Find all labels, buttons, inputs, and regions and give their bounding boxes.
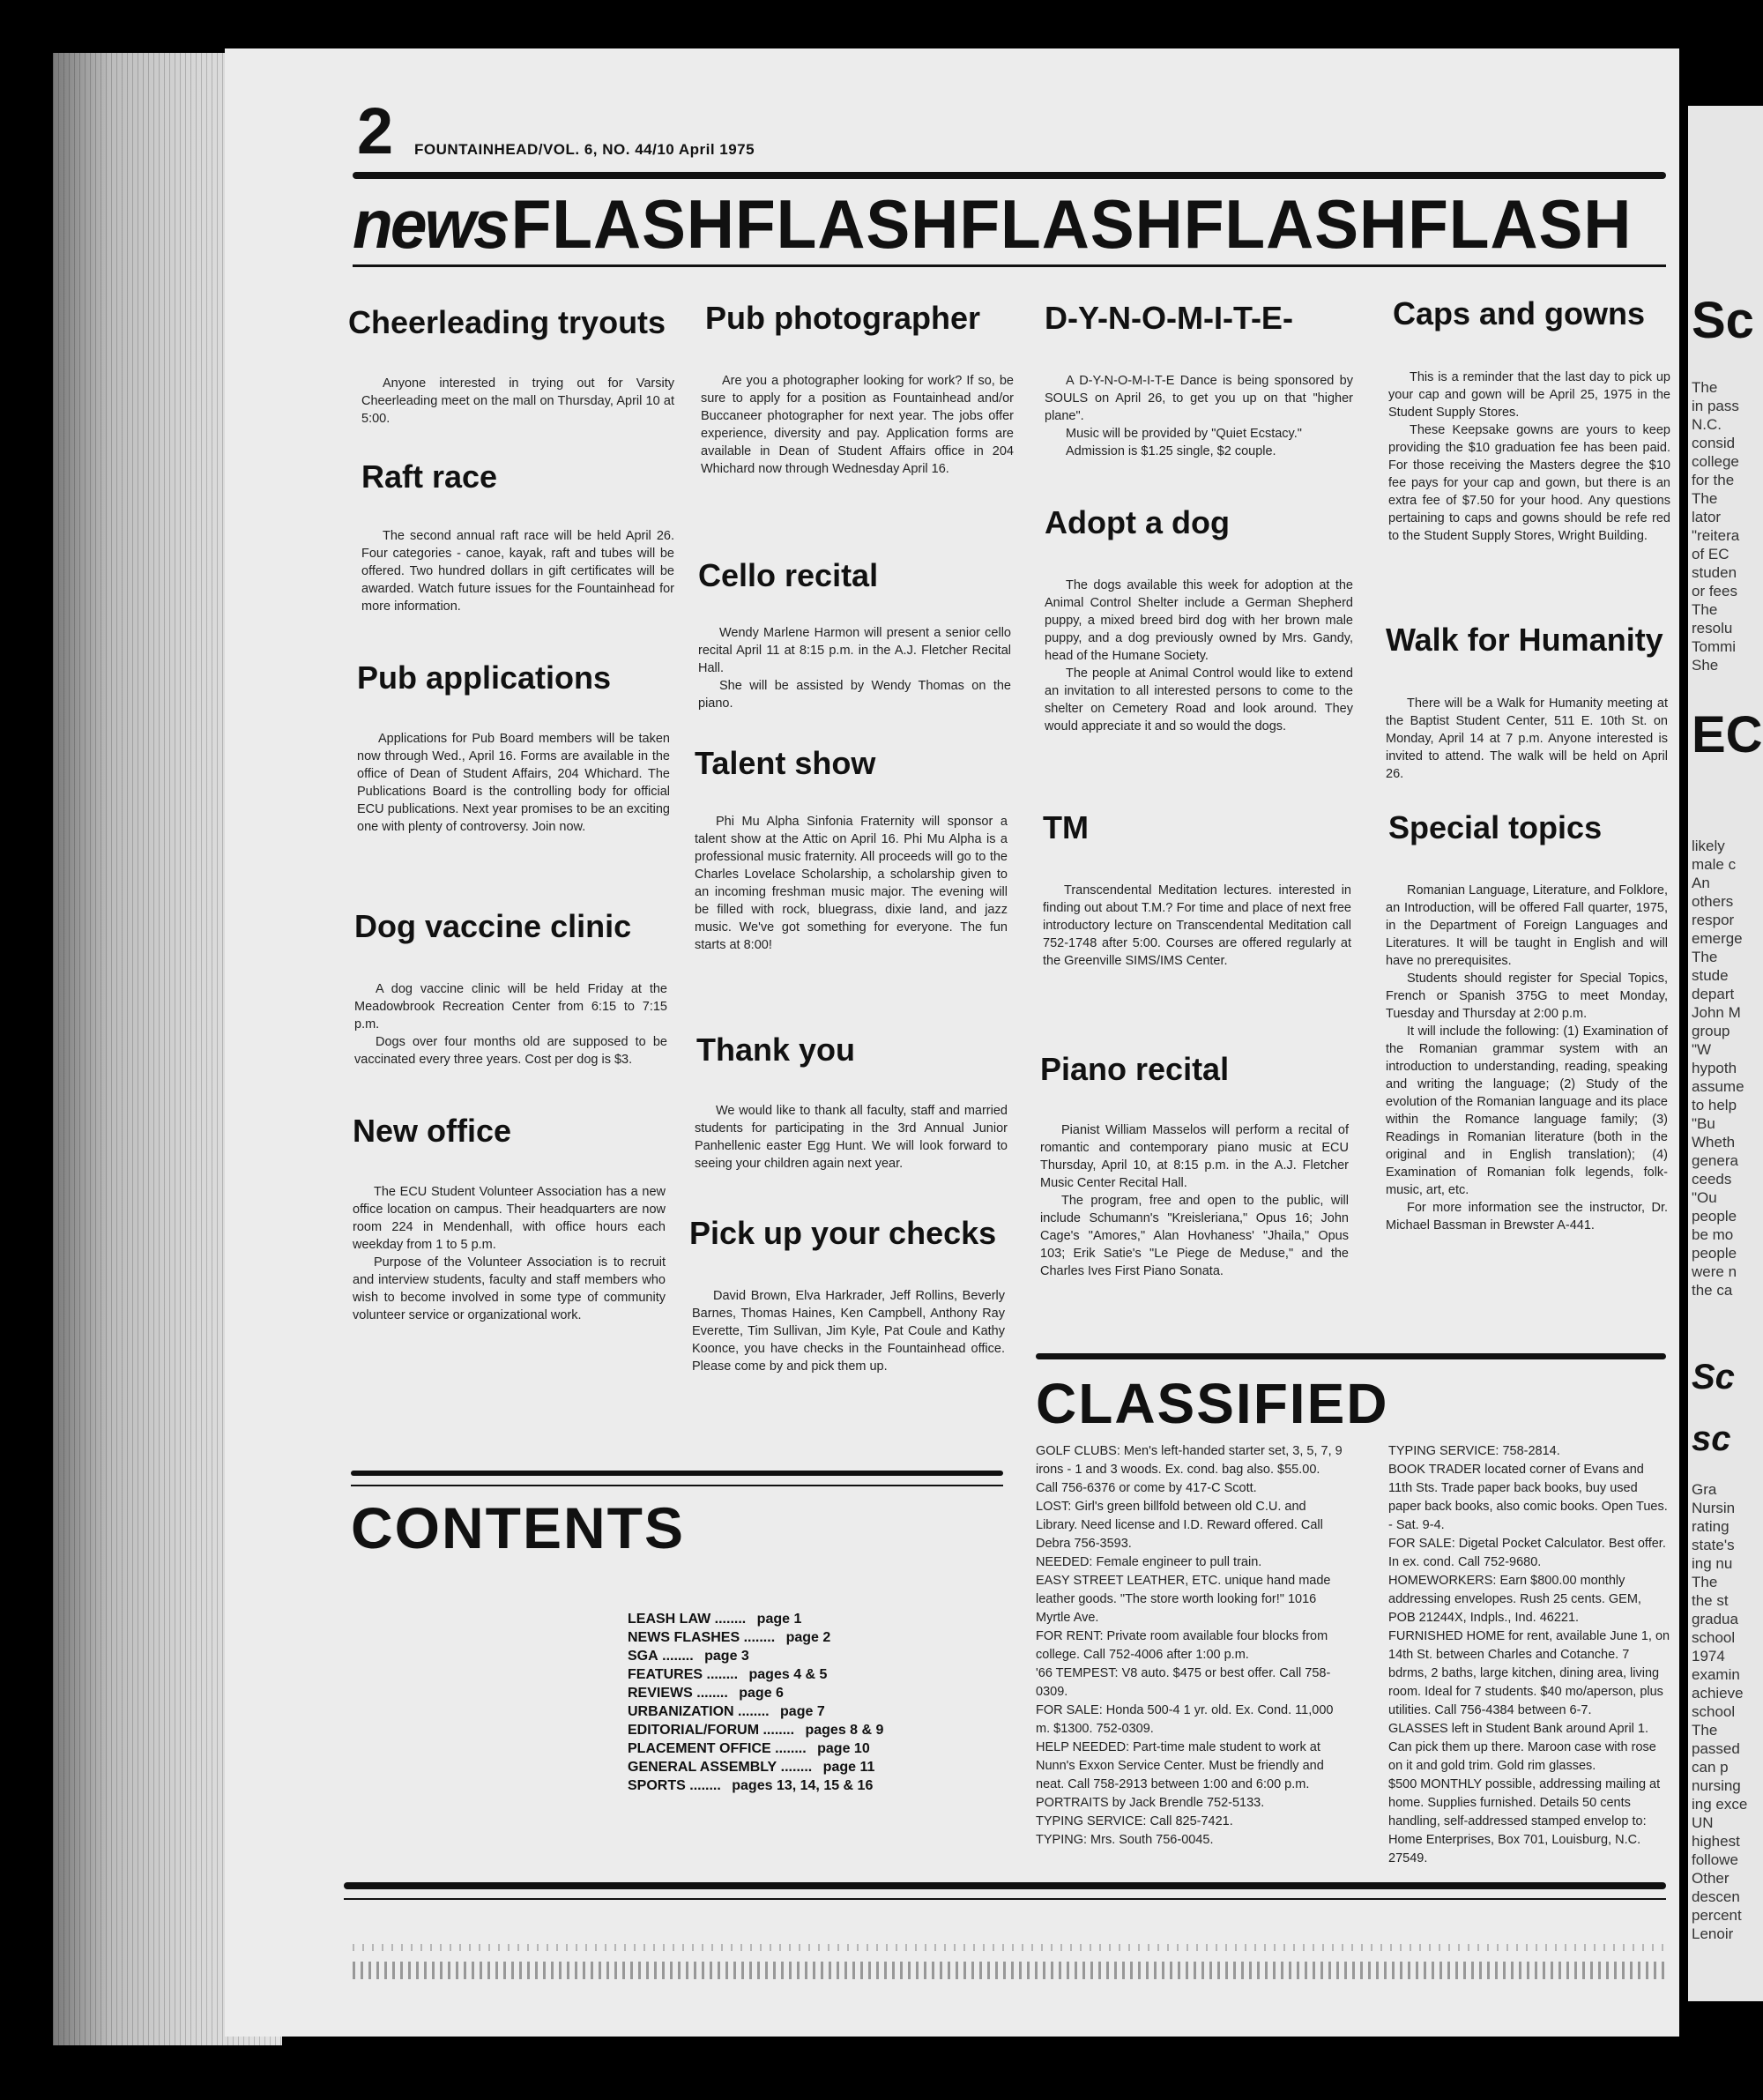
headline-talent-show: Talent show: [695, 745, 876, 781]
headline-piano-recital: Piano recital: [1040, 1051, 1230, 1087]
classified-ad: TYPING SERVICE: Call 825-7421.: [1036, 1814, 1233, 1828]
next-page-line: The: [1692, 1574, 1718, 1590]
next-page-line: ing nu: [1692, 1555, 1733, 1572]
headline-adopt-a-dog: Adopt a dog: [1045, 504, 1230, 540]
story-caps-gowns: This is a reminder that the last day to pick up your cap and gown will be April 25, 1975 in the Student Supply Stores. These Keepsake gowns are yours to keep providing the $10 graduation fee has been paid. For those receiving the Masters degree the $10 fee pays for your cap and gown, but there is an extra fee of $7.50 for your hood. Any questions pertaining to caps and gowns should be refe red to the Student Supply Stores, Wright Building.: [1388, 370, 1670, 543]
next-page-line: were n: [1692, 1263, 1737, 1280]
next-page-line: She: [1692, 657, 1719, 674]
next-page-heading-4: sc: [1692, 1419, 1731, 1458]
contents-page: pages 13, 14, 15 & 16: [732, 1778, 874, 1793]
contents-item: [628, 1739, 945, 1758]
headline-caps-gowns: Caps and gowns: [1393, 295, 1646, 331]
headline-walk-for-humanity: Walk for Humanity: [1386, 622, 1663, 658]
contents-leader: ........: [685, 1778, 725, 1793]
next-page-line: "reitera: [1692, 527, 1740, 544]
next-page-line: gradua: [1692, 1611, 1738, 1627]
next-page-line: 1974: [1692, 1648, 1725, 1664]
running-head: FOUNTAINHEAD/VOL. 6, NO. 44/10 April 1975: [414, 141, 755, 158]
story-thank-you: We would like to thank all faculty, staff and married students for participating in the 3rd Annual Junior Panhellenic easter Egg Hunt. We will look forward to seeing your children again next year.: [695, 1104, 1008, 1171]
classified-ad: FOR SALE: Digetal Pocket Calculator. Best offer. In ex. cond. Call 752-9680.: [1388, 1537, 1666, 1569]
contents-item: [628, 1647, 945, 1665]
next-page-line: depart: [1692, 986, 1735, 1002]
next-page-line: likely: [1692, 838, 1725, 854]
contents-page: page 10: [817, 1741, 870, 1756]
contents-leader: ........: [710, 1612, 750, 1627]
contents-rule-top: [351, 1471, 1003, 1476]
contents-page: pages 8 & 9: [805, 1723, 884, 1738]
contents-section: NEWS FLASHES: [628, 1630, 740, 1645]
next-page-line: consid: [1692, 435, 1736, 451]
next-page-line: achieve: [1692, 1685, 1744, 1702]
contents-item: [628, 1776, 945, 1795]
story-new-office: The ECU Student Volunteer Association has a new office location on campus. Their headquarters are now room 224 in Mendenhall, with office hours each weekday from 1 to 5 p.m. Purpose of the Volunteer Association is to recruit and interview students, faculty and staff members who wish to become involved in some type of community volunteer service or organizational work.: [353, 1185, 666, 1322]
next-page-line: ceeds: [1692, 1171, 1732, 1188]
next-page-line: can p: [1692, 1759, 1729, 1776]
story-pub-photographer: Are you a photographer looking for work? If so, be sure to apply for a position as Fountainhead and/or Buccaneer photographer for next year. The jobs offer experience, diversity and pay. Application forms are available in Dean of Student Affairs office in 204 Whichard now through Wednesday April 16.: [701, 374, 1014, 476]
classified-ad: $500 MONTHLY possible, addressing mailing at home. Supplies furnished. Details 50 cents handling, self-addressed stamped envelop to: Home Enterprises, Box 701, Louisburg, N.C. 27549.: [1388, 1777, 1661, 1865]
classified-ad: '66 TEMPEST: V8 auto. $475 or best offer. Call 758-0309.: [1036, 1666, 1331, 1699]
headline-pub-photographer: Pub photographer: [705, 300, 980, 336]
contents-leader: ........: [740, 1630, 779, 1645]
contents-page: page 2: [785, 1630, 831, 1645]
contents-leader: ........: [658, 1649, 698, 1664]
next-page-line: Other: [1692, 1870, 1730, 1887]
contents-item: [628, 1610, 945, 1628]
classified-ad: FOR SALE: Honda 500-4 1 yr. old. Ex. Cond. 11,000 m. $1300. 752-0309.: [1036, 1703, 1334, 1736]
story-special-topics: Romanian Language, Literature, and Folklore, an Introduction, will be offered Fall quarter, 1975, in the Department of Foreign Languages and Literatures. It will be taught in English and will have no prerequisites. Students should register for Special Topics, French or Spanish 375G to meet Monday, Tuesday and Thursday at 2:00 p.m. It will include the following: (1) Examination of the Romanian grammar system with an introduction to understanding, reading, speaking and writing the language; (2) Study of the evolution of the Romanian language and its place within the Romance language family; (3) Readings in Romanian literature (both in the original and in English translation); (4) Examination of Romanian folk legends, folk-music, art, etc. For more information see the instructor, Dr. Michael Bassman in Brewster A-441.: [1386, 883, 1668, 1232]
next-page-line: Gra: [1692, 1481, 1717, 1498]
next-page-line: emerge: [1692, 930, 1743, 947]
next-page-line: percent: [1692, 1907, 1742, 1924]
contents-section: URBANIZATION: [628, 1704, 734, 1719]
contents-rule-top-thin: [351, 1485, 1003, 1486]
next-page-line: highest: [1692, 1833, 1740, 1850]
headline-cheerleading: Cheerleading tryouts: [348, 304, 666, 340]
contents-leader: ........: [770, 1741, 811, 1756]
next-page-line: "W: [1692, 1041, 1712, 1058]
contents-section: SPORTS: [628, 1778, 686, 1793]
contents-item: [628, 1702, 945, 1721]
next-page-line: to help: [1692, 1097, 1737, 1113]
contents-item: [628, 1721, 945, 1739]
story-raft-race: The second annual raft race will be held April 26. Four categories - canoe, kayak, raft and tubes will be offered. Two hundred dollars in gift certificates will be awarded. Watch future issues for the Fountainhead for more information.: [361, 529, 674, 614]
banner-flash: FLASHFLASHFLASHFLASHFLASH: [510, 185, 1633, 263]
page-number: 2: [357, 94, 394, 168]
classified-ad: GOLF CLUBS: Men's left-handed starter set, 3, 5, 7, 9 irons - 1 and 3 woods. Ex. cond. bag also. $55.00. Call 756-6376 or come by 417-C Scott.: [1036, 1444, 1343, 1495]
next-page-line: The: [1692, 601, 1718, 618]
next-page-line: or fees: [1692, 583, 1737, 599]
banner-rule: [353, 264, 1666, 267]
next-page-line: hypoth: [1692, 1060, 1737, 1076]
next-page-line: lator: [1692, 509, 1722, 525]
headline-cello-recital: Cello recital: [698, 557, 879, 593]
story-adopt-a-dog: The dogs available this week for adoption at the Animal Control Shelter include a German Shepherd puppy, a mixed breed bird dog with her brown male puppy, and a dog previously owned by Mrs. Gandy, head of the Humane Society. The people at Animal Control would like to extend an invitation to all interested persons to come to the shelter on Cemetery Road and look around. They would appreciate it and so would the dogs.: [1045, 578, 1353, 734]
story-dog-vaccine: A dog vaccine clinic will be held Friday at the Meadowbrook Recreation Center from 6:15 to 7:15 p.m. Dogs over four months old are supposed to be vaccinated every three years. Cost per dog is $3.: [354, 982, 667, 1067]
footer-dots-upper: [353, 1944, 1666, 1951]
contents-page: page 11: [822, 1760, 875, 1775]
classified-rule: [1036, 1353, 1666, 1359]
contents-item: [628, 1665, 945, 1684]
headline-special-topics: Special topics: [1388, 809, 1603, 845]
contents-section: EDITORIAL/FORUM: [628, 1723, 760, 1738]
contents-page: pages 4 & 5: [748, 1667, 828, 1682]
classified-heading: CLASSIFIED: [1036, 1372, 1389, 1435]
next-page-edge: [1688, 106, 1763, 2001]
contents-item: [628, 1684, 945, 1702]
story-tm: Transcendental Meditation lectures. interested in finding out about T.M.? For time and place of next free introductory lecture on Transcendental Meditation call 752-1748 after 5:00. Courses are offered regularly at the Greenville SIMS/IMS Center.: [1043, 883, 1351, 968]
next-page-line: Tommi: [1692, 638, 1737, 655]
contents-leader: ........: [759, 1723, 799, 1738]
next-page-line: The: [1692, 490, 1718, 507]
contents-section: GENERAL ASSEMBLY: [628, 1760, 777, 1775]
contents-section: FEATURES: [628, 1667, 703, 1682]
next-page-line: ing exce: [1692, 1796, 1748, 1813]
contents-page: page 7: [780, 1704, 825, 1719]
next-page-line: An: [1692, 875, 1710, 891]
footer-dots: [353, 1962, 1666, 1979]
contents-heading: CONTENTS: [351, 1495, 685, 1560]
classified-ad: FURNISHED HOME for rent, available June 1, on 14th St. between Charles and Cotanche. 7 bdrms, 2 baths, large kitchen, dining area, living room. Ideal for 7 students. $40 mo/aperson, plus utilities. Call 756-4384 between 6-7.: [1388, 1629, 1670, 1717]
footer-rule-thin: [344, 1898, 1666, 1900]
next-page-line: "Ou: [1692, 1189, 1717, 1206]
classified-ad: NEEDED: Female engineer to pull train.: [1036, 1555, 1262, 1569]
next-page-line: the ca: [1692, 1282, 1733, 1299]
next-page-line: nursing: [1692, 1777, 1741, 1794]
next-page-line: people: [1692, 1245, 1737, 1262]
next-page-line: examin: [1692, 1666, 1740, 1683]
next-page-line: Wheth: [1692, 1134, 1736, 1151]
classified-ad: FOR RENT: Private room available four blocks from college. Call 752-4006 after 1:00 p.m.: [1036, 1629, 1328, 1662]
banner-news: news: [353, 185, 508, 263]
story-pub-applications: Applications for Pub Board members will be taken now through Wed., April 16. Forms are available in the office of Dean of Student Affairs, 204 Whichard. The Publications Board is the controlling body for official ECU publications. Next year promises to be an exciting one with plenty of controversy. Join now.: [357, 732, 670, 834]
classified-ad: LOST: Girl's green billfold between old C.U. and Library. Need license and I.D. Reward offered. Call Debra 756-3593.: [1036, 1500, 1323, 1551]
story-piano-recital: Pianist William Masselos will perform a recital of romantic and contemporary piano music at ECU Thursday, April 10, at 8:15 p.m. in the A.J. Fletcher Music Center Recital Hall. The program, free and open to the public, will include Schumann's "Kreisleriana," Opus 16; John Cage's "Amores," Alan Hovhaness' "Jhaila," Opus 103; Erik Satie's "Le Piege de Meduse," and the Charles Ives First Piano Sonata.: [1040, 1123, 1349, 1278]
classified-ads-right: [1388, 1442, 1670, 1868]
next-page-line: passed: [1692, 1740, 1740, 1757]
next-page-line: John M: [1692, 1004, 1741, 1021]
contents-section: REVIEWS: [628, 1686, 693, 1701]
story-pick-up-checks: David Brown, Elva Harkrader, Jeff Rollins, Beverly Barnes, Thomas Haines, Ken Campbell, Anthony Ray Everette, Tim Sullivan, Jim Kyle, Pat Coule and Kathy Koonce, you have checks in the Fountainhead office. Please come by and pick them up.: [692, 1289, 1005, 1374]
next-page-line: state's: [1692, 1537, 1735, 1553]
contents-item: [628, 1628, 945, 1647]
classified-ad: EASY STREET LEATHER, ETC. unique hand made leather goods. "The store worth looking for!" 1016 Myrtle Ave.: [1036, 1574, 1331, 1625]
next-page-line: Lenoir: [1692, 1925, 1734, 1942]
contents-leader: ........: [733, 1704, 774, 1719]
next-page-line: UN: [1692, 1814, 1714, 1831]
contents-page: page 6: [739, 1686, 784, 1701]
next-page-line: descen: [1692, 1888, 1740, 1905]
classified-ad: HOMEWORKERS: Earn $800.00 monthly addressing envelopes. Rush 25 cents. GEM, POB 21244X, Indpls., Ind. 46221.: [1388, 1574, 1641, 1625]
classified-ad: BOOK TRADER located corner of Evans and 11th Sts. Trade paper back books, buy used paper back books, also comic books. Open Tues. - Sat. 9-4.: [1388, 1463, 1668, 1532]
next-page-line: stude: [1692, 967, 1729, 984]
story-talent-show: Phi Mu Alpha Sinfonia Fraternity will sponsor a talent show at the Attic on April 16. Phi Mu Alpha is a professional music fraternity. All proceeds will go to the Charles Lovelace Scholarship, a scholarship given to an incoming freshman music major. The evening will be filled with rock, bluegrass, dixie land, and jazz music. We've got something for everyone. The fun starts at 8:00!: [695, 815, 1008, 952]
next-page-line: respor: [1692, 912, 1735, 928]
next-page-line: for the: [1692, 472, 1735, 488]
contents-list: [628, 1610, 945, 1795]
contents-page: page 1: [756, 1612, 802, 1627]
headline-pub-applications: Pub applications: [357, 659, 612, 696]
next-page-line: followe: [1692, 1851, 1738, 1868]
next-page-line: school: [1692, 1629, 1736, 1646]
contents-section: PLACEMENT OFFICE: [628, 1741, 771, 1756]
headline-raft-race: Raft race: [361, 458, 498, 495]
next-page-heading-2: EC: [1692, 706, 1763, 763]
story-walk-for-humanity: There will be a Walk for Humanity meeting at the Baptist Student Center, 511 E. 10th St. on Monday, April 14 at 7 p.m. Anyone interested is invited to attend. The walk will be held on April 26.: [1386, 696, 1668, 781]
next-page-line: The: [1692, 1722, 1718, 1739]
headline-pick-up-checks: Pick up your checks: [689, 1215, 997, 1251]
next-page-line: others: [1692, 893, 1734, 910]
next-page-line: assume: [1692, 1078, 1744, 1095]
story-cheerleading: Anyone interested in trying out for Varsity Cheerleading meet on the mall on Thursday, April 10 at 5:00.: [361, 376, 674, 426]
next-page-line: group: [1692, 1023, 1730, 1039]
next-page-line: male c: [1692, 856, 1737, 873]
contents-leader: ........: [777, 1760, 816, 1775]
classified-ad: TYPING SERVICE: 758-2814.: [1388, 1444, 1560, 1458]
contents-section: SGA: [628, 1649, 658, 1664]
next-page-heading-1: Sc: [1692, 292, 1754, 349]
header-rule: [353, 172, 1666, 179]
classified-ad: PORTRAITS by Jack Brendle 752-5133.: [1036, 1796, 1265, 1810]
classified-ad: GLASSES left in Student Bank around April 1. Can pick them up there. Maroon case with rose on it and gold trim. Gold rim glasses.: [1388, 1722, 1656, 1773]
news-flash-banner: [353, 185, 1633, 263]
story-cello-recital: Wendy Marlene Harmon will present a senior cello recital April 11 at 8:15 p.m. in the A.J. Fletcher Recital Hall. She will be assisted by Wendy Thomas on the piano.: [698, 626, 1011, 711]
next-page-line: the st: [1692, 1592, 1729, 1609]
footer-rule: [344, 1882, 1666, 1889]
next-page-line: The: [1692, 379, 1718, 396]
headline-thank-you: Thank you: [696, 1031, 856, 1068]
headline-dynomite: D-Y-N-O-M-I-T-E-: [1045, 300, 1293, 336]
contents-page: page 3: [704, 1649, 749, 1664]
next-page-line: "Bu: [1692, 1115, 1715, 1132]
classified-ad: HELP NEEDED: Part-time male student to work at Nunn's Exxon Service Center. Must be friendly and neat. Call 758-2913 between 1:00 and 6:00 p.m.: [1036, 1740, 1324, 1791]
next-page-line: N.C.: [1692, 416, 1722, 433]
next-page-line: The: [1692, 949, 1718, 965]
headline-new-office: New office: [353, 1113, 512, 1149]
next-page-line: studen: [1692, 564, 1737, 581]
next-page-line: college: [1692, 453, 1739, 470]
next-page-line: resolu: [1692, 620, 1733, 637]
story-dynomite: A D-Y-N-O-M-I-T-E Dance is being sponsored by SOULS on April 26, to get you up on that "higher plane". Music will be provided by "Quiet Ecstacy." Admission is $1.25 single, $2 couple.: [1045, 374, 1353, 458]
contents-leader: ........: [703, 1667, 742, 1682]
contents-item: [628, 1758, 945, 1776]
next-page-line: be mo: [1692, 1226, 1734, 1243]
next-page-line: genera: [1692, 1152, 1738, 1169]
next-page-line: school: [1692, 1703, 1736, 1720]
classified-ad: TYPING: Mrs. South 756-0045.: [1036, 1833, 1214, 1847]
classified-ads-left: [1036, 1442, 1344, 1850]
next-page-line: of EC: [1692, 546, 1730, 562]
next-page-line: Nursin: [1692, 1500, 1736, 1516]
next-page-heading-3: Sc: [1692, 1358, 1735, 1396]
next-page-line: people: [1692, 1208, 1737, 1225]
next-page-line: in pass: [1692, 398, 1739, 414]
headline-dog-vaccine: Dog vaccine clinic: [354, 908, 632, 944]
headline-tm: TM: [1043, 809, 1089, 845]
contents-leader: ........: [692, 1686, 733, 1701]
contents-section: LEASH LAW: [628, 1612, 711, 1627]
next-page-line: rating: [1692, 1518, 1730, 1535]
